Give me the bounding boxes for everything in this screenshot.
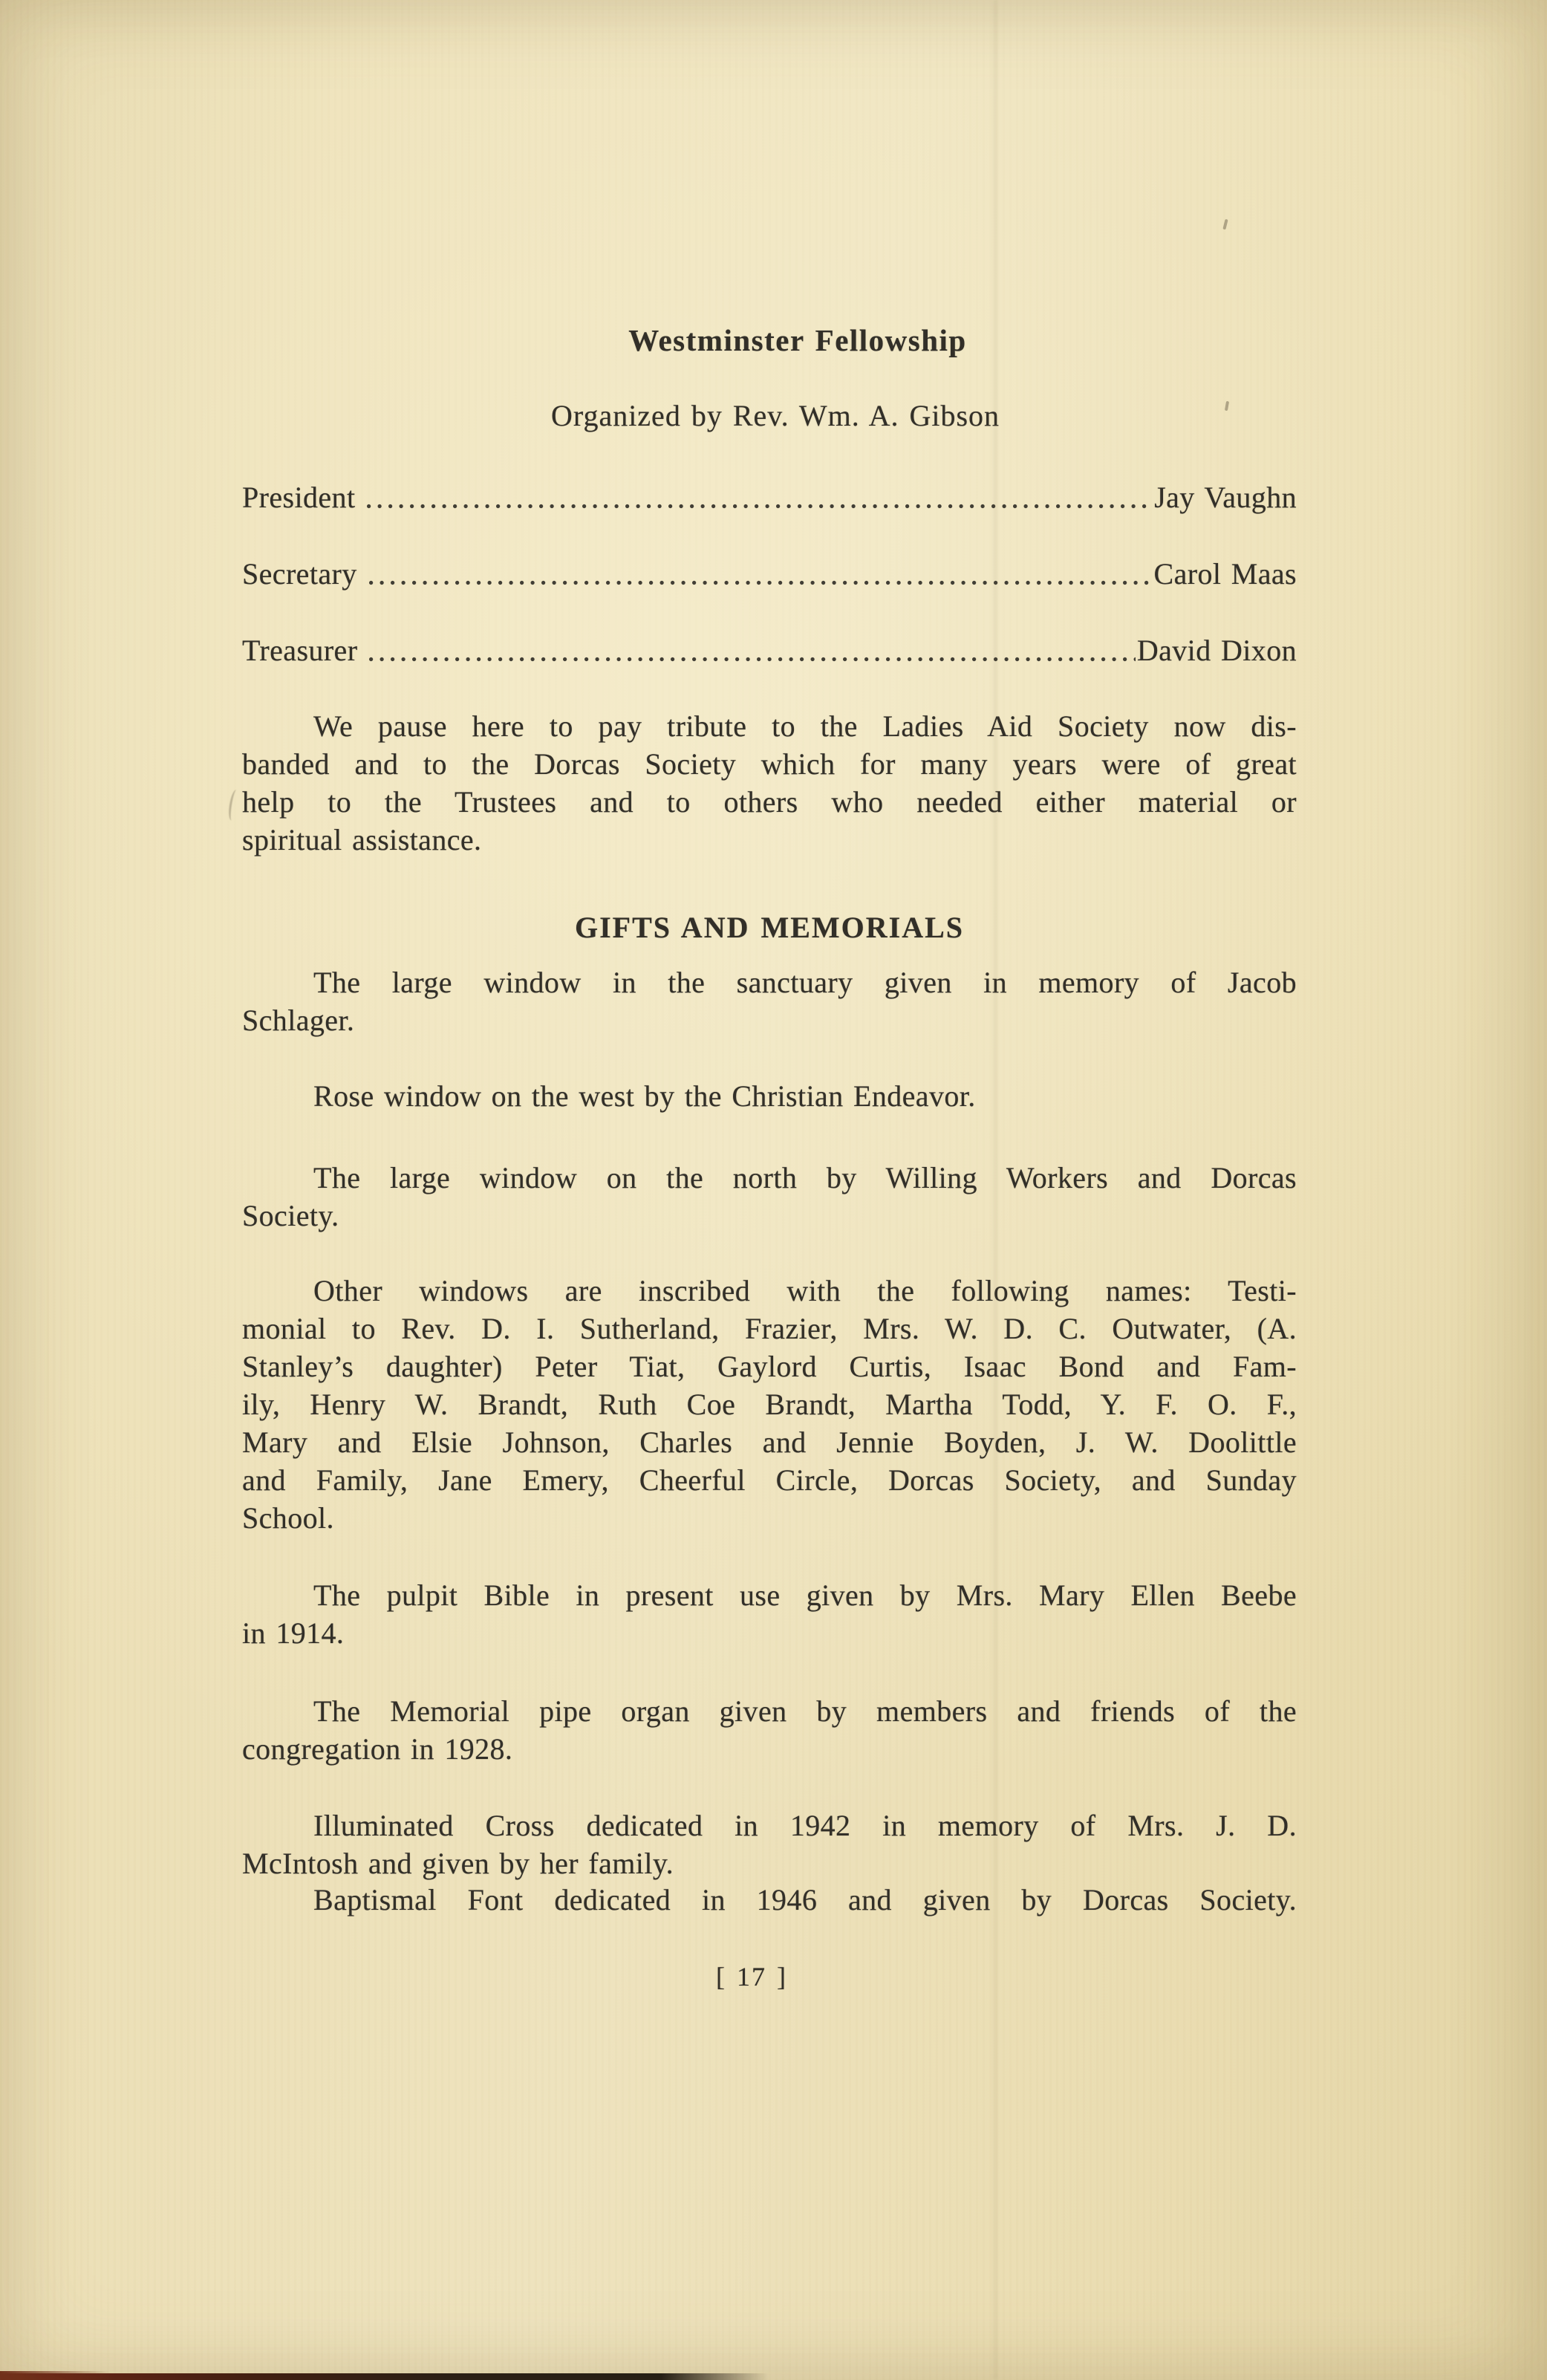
tribute-paragraph [242,707,1297,859]
text-line: We pause here to pay tribute to the Ladies Aid Society now dis- [313,709,1297,743]
scan-crease-line [994,0,997,2380]
officer-role: Secretary [242,557,357,591]
dot-leader [367,504,1153,509]
page-title: Westminster Fellowship [628,323,967,357]
officer-row [242,479,1297,516]
text-line: McIntosh and given by her family. [242,1847,674,1880]
text-line: Illuminated Cross dedicated in 1942 in memory of Mrs. J. D. [313,1809,1297,1842]
page-number: [ 17 ] [716,1962,787,1992]
memorial-paragraph-pipe-organ [242,1692,1297,1768]
text-line: and Family, Jane Emery, Cheerful Circle, Dorcas Society, and Sunday [242,1463,1297,1497]
memorial-paragraph-north-window [242,1159,1297,1235]
officer-row [242,556,1297,593]
text-line: The Memorial pipe organ given by members and friends of the [313,1694,1297,1728]
memorial-paragraph-baptismal-font [242,1881,1297,1919]
dot-leader [369,580,1153,585]
officer-name: Jay Vaughn [1154,481,1297,514]
text-line: Baptismal Font dedicated in 1946 and given by Dorcas Society. [313,1883,1297,1916]
text-line: Rose window on the west by the Christian Endeavor. [313,1079,976,1113]
text-line: Stanley’s daughter) Peter Tiat, Gaylord Curtis, Isaac Bond and Fam- [242,1350,1297,1383]
memorial-paragraph-pulpit-bible [242,1576,1297,1652]
text-line: Schlager. [242,1004,355,1037]
memorial-paragraph-other-windows [242,1272,1297,1537]
text-line: spiritual assistance. [242,823,482,856]
book-spine-edge-tip [0,2371,111,2380]
text-line: The pulpit Bible in present use given by Mrs. Mary Ellen Beebe [313,1578,1297,1612]
text-line: Mary and Elsie Johnson, Charles and Jennie Boyden, J. W. Doolittle [242,1425,1297,1459]
memorial-paragraph-sanctuary-window [242,963,1297,1039]
text-line: ily, Henry W. Brandt, Ruth Coe Brandt, Martha Todd, Y. F. O. F., [242,1388,1297,1421]
scan-speck [1222,219,1228,230]
text-line: in 1914. [242,1616,345,1650]
officer-row [242,632,1297,669]
text-line: banded and to the Dorcas Society which for many years were of great [242,747,1297,781]
officer-name: Carol Maas [1153,557,1297,591]
text-line: The large window in the sanctuary given in memory of Jacob [313,966,1297,999]
scan-hair-mark [227,789,241,821]
text-line: School. [242,1501,334,1535]
text-line: congregation in 1928. [242,1732,513,1766]
dot-leader [369,657,1135,662]
officer-role: Treasurer [242,634,358,667]
text-line: Society. [242,1199,339,1232]
text-line: The large window on the north by Willing Workers and Dorcas [313,1161,1297,1194]
section-heading: GIFTS AND MEMORIALS [574,911,965,944]
officer-role: President [242,481,356,514]
text-line: help to the Trustees and to others who needed either material or [242,785,1297,819]
officers-list [242,479,1297,709]
text-line: Other windows are inscribed with the following names: Testi- [313,1274,1297,1307]
book-spine-edge [0,2373,769,2380]
page-subtitle: Organized by Rev. Wm. A. Gibson [550,399,1000,432]
text-line: monial to Rev. D. I. Sutherland, Frazier, Mrs. W. D. C. Outwater, (A. [242,1312,1297,1345]
officer-name: David Dixon [1136,634,1297,667]
memorial-paragraph-rose-window [242,1077,1297,1115]
memorial-paragraph-illuminated-cross [242,1807,1297,1882]
